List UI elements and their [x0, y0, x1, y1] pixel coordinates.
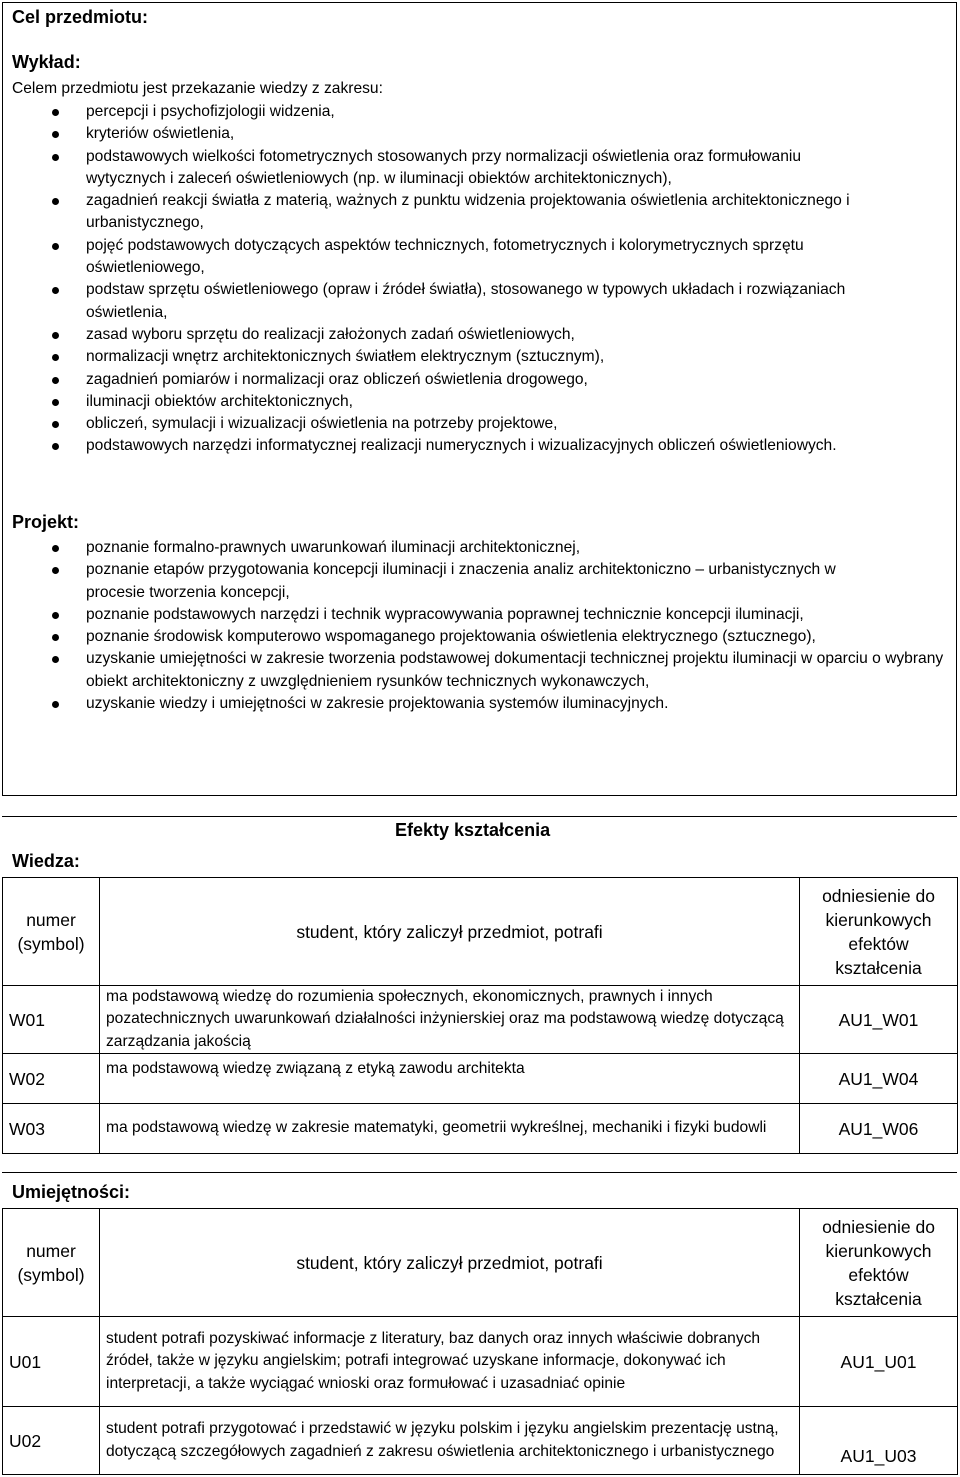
row-text: ma podstawową wiedzę do rozumienia społecznych, ekonomicznych, prawnych i innych pozatechnicznych uwarunkowań działalności inżynierskiej oraz ma podstawową wiedzę dotyczącą zarządzania jakością: [100, 986, 800, 1054]
umiejetnosci-table: [2, 1208, 958, 1475]
row-ref: AU1_W06: [800, 1104, 958, 1154]
table-header-row: [3, 1209, 958, 1317]
table-row: [3, 1054, 958, 1104]
list-item: percepcji i psychofizjologii widzenia,: [0, 101, 850, 123]
row-text: student potrafi przygotować i przedstawić w języku polskim i języku angielskim prezentację ustną, dotyczącą szczegółowych zagadnień z zakresu oświetlenia architektonicznego i urbanistycznego: [100, 1407, 800, 1475]
table-row: [3, 1104, 958, 1154]
row-id: U01: [3, 1317, 100, 1407]
table-row: [3, 986, 958, 1054]
col-numer: numer (symbol): [3, 1209, 100, 1317]
wyklad-list: [0, 101, 850, 458]
col-student: student, który zaliczył przedmiot, potrafi: [100, 878, 800, 986]
list-item: uzyskanie umiejętności w zakresie tworzenia podstawowej dokumentacji technicznej projektu iluminacji w oparciu o wybrany obiekt architektoniczny z uwzględnieniem rysunków technicznych wykonawczych,: [0, 648, 955, 693]
list-item: podstawowych wielkości fotometrycznych stosowanych przy normalizacji oświetlenia oraz formułowaniu wytycznych i zaleceń oświetleniowych (np. w iluminacji obiektów architektonicznych),: [0, 146, 826, 191]
list-item: podstaw sprzętu oświetleniowego (opraw i źródeł światła), stosowanego w typowych układach i rozwiązaniach oświetlenia,: [0, 279, 850, 324]
row-id: W02: [3, 1054, 100, 1104]
list-item: poznanie podstawowych narzędzi i technik wypracowywania poprawnej technicznie koncepcji iluminacji,: [0, 604, 886, 626]
list-item: poznanie etapów przygotowania koncepcji iluminacji i znaczenia analiz architektoniczno – urbanistycznych w procesie tworzenia koncepcji,: [0, 559, 856, 604]
list-item: poznanie środowisk komputerowo wspomaganego projektowania oświetlenia elektrycznego (sztucznego),: [0, 626, 866, 648]
row-id: W01: [3, 986, 100, 1054]
list-item: uzyskanie wiedzy i umiejętności w zakresie projektowania systemów iluminacyjnych.: [0, 693, 955, 715]
projekt-list: [0, 537, 955, 715]
wiedza-heading: Wiedza:: [12, 851, 80, 871]
list-item: pojęć podstawowych dotyczących aspektów technicznych, fotometrycznych i kolorymetrycznych sprzętu oświetleniowego,: [0, 235, 850, 280]
wyklad-intro: Celem przedmiotu jest przekazanie wiedzy z zakresu:: [12, 80, 383, 97]
list-item: zagadnień pomiarów i normalizacji oraz obliczeń oświetlenia drogowego,: [0, 369, 850, 391]
row-ref: AU1_U03: [800, 1407, 958, 1475]
umiejetnosci-heading: Umiejętności:: [12, 1182, 131, 1202]
col-odniesienie: odniesienie do kierunkowych efektów kształcenia: [800, 1209, 958, 1317]
list-item: zagadnień reakcji światła z materią, ważnych z punktu widzenia projektowania oświetlenia architektonicznego i urbanistycznego,: [0, 190, 850, 235]
row-text: ma podstawową wiedzę w zakresie matematyki, geometrii wykreślnej, mechaniki i fizyki budowli: [100, 1104, 800, 1154]
list-item: zasad wyboru sprzętu do realizacji założonych zadań oświetleniowych,: [0, 324, 850, 346]
list-item: kryteriów oświetlenia,: [0, 123, 850, 145]
list-item: iluminacji obiektów architektonicznych,: [0, 391, 850, 413]
row-ref: AU1_U01: [800, 1317, 958, 1407]
list-item: poznanie formalno-prawnych uwarunkowań iluminacji architektonicznej,: [0, 537, 955, 559]
wiedza-table: [2, 877, 958, 1154]
table-row: [3, 1317, 958, 1407]
row-text: ma podstawową wiedzę związaną z etyką zawodu architekta: [100, 1054, 800, 1104]
row-id: U02: [3, 1407, 100, 1475]
wyklad-heading: Wykład:: [12, 52, 81, 72]
table-row: [3, 1407, 958, 1475]
efekty-title: Efekty kształcenia: [395, 820, 551, 840]
col-student: student, który zaliczył przedmiot, potrafi: [100, 1209, 800, 1317]
projekt-heading: Projekt:: [12, 512, 80, 532]
row-ref: AU1_W04: [800, 1054, 958, 1104]
col-numer: numer (symbol): [3, 878, 100, 986]
cel-heading: Cel przedmiotu:: [12, 7, 149, 27]
table-header-row: [3, 878, 958, 986]
row-id: W03: [3, 1104, 100, 1154]
list-item: podstawowych narzędzi informatycznej realizacji numerycznych i wizualizacyjnych obliczeń oświetleniowych.: [0, 435, 866, 457]
efekty-top-rule: [2, 816, 957, 817]
umiejetnosci-top-rule: [2, 1172, 957, 1173]
list-item: normalizacji wnętrz architektonicznych światłem elektrycznym (sztucznym),: [0, 346, 850, 368]
row-ref: AU1_W01: [800, 986, 958, 1054]
col-odniesienie: odniesienie do kierunkowych efektów kształcenia: [800, 878, 958, 986]
list-item: obliczeń, symulacji i wizualizacji oświetlenia na potrzeby projektowe,: [0, 413, 850, 435]
row-text: student potrafi pozyskiwać informacje z literatury, baz danych oraz innych właściwie dobranych źródeł, także w języku angielskim; potrafi integrować uzyskane informacje, dokonywać ich interpretacji, a także wyciągać wnioski oraz formułować i uzasadniać opinie: [100, 1317, 800, 1407]
